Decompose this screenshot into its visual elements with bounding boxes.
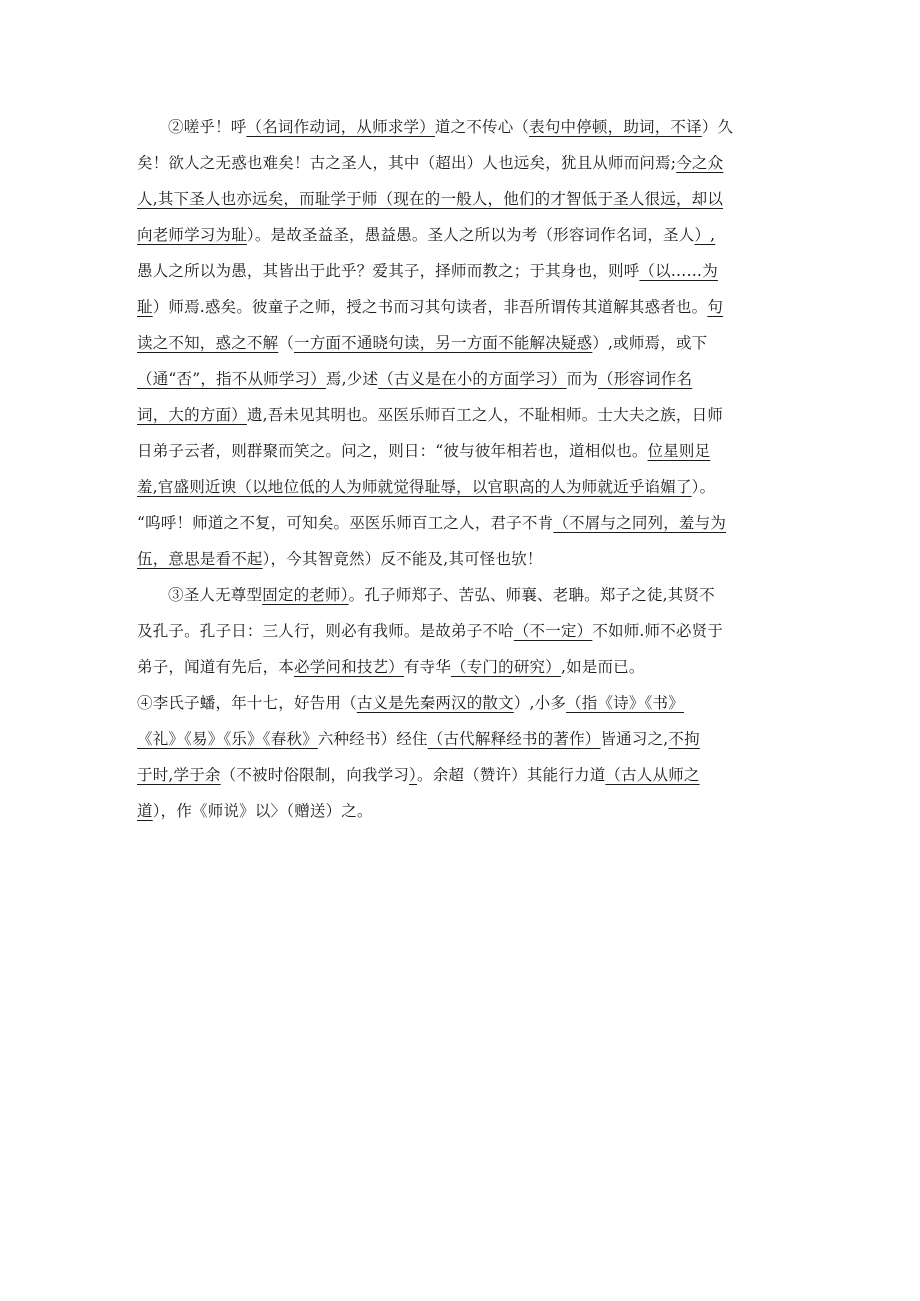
text-segment: ）师焉.惑矣。彼童子之师，授之书而习其句读者，非吾所谓传其道解其惑者也。 [152, 298, 708, 316]
text-segment: ），今其智竟然）反不能及,其可怪也欤！ [262, 550, 543, 568]
text-line [137, 224, 797, 246]
text-line [137, 152, 797, 174]
text-segment: 而为 [566, 370, 598, 388]
text-segment: ），作《师说》以〉（赠送）之。 [152, 802, 373, 820]
text-segment: 矣！欲人之无惑也难矣！古之圣人，其中（超出）人也远矣，犹且从师而问焉; [137, 154, 677, 172]
text-line [137, 764, 797, 786]
text-segment: 焉,少述 [325, 370, 379, 388]
text-line [137, 656, 797, 678]
text-line [137, 476, 797, 498]
text-segment: 及孔子。孔子日：三人行，则必有我师。是故弟子不哈 [137, 622, 514, 640]
underlined-annotation: （以地位低的人为师就觉得耻辱，以官职高的人为师就近乎谄媚了 [236, 478, 692, 496]
text-line [137, 296, 797, 318]
text-line [137, 368, 797, 390]
underlined-annotation: 固定的老师） [262, 586, 349, 604]
underlined-annotation: 读之不知，惑之不解 [137, 334, 279, 352]
underlined-annotation: 不拘 [668, 730, 700, 748]
text-segment: ④李氏子蟠，年十七，好告用（ [137, 694, 357, 712]
underlined-annotation: （名词作动词，从师求学） [246, 118, 435, 136]
text-segment: ）,或师焉，或下 [592, 334, 708, 352]
underlined-annotation: 古义是先秦两汉的散文 [356, 694, 514, 712]
underlined-annotation: （专门的研究） [451, 658, 561, 676]
text-line [137, 332, 797, 354]
text-segment: 。余超（赞许）其能行力道 [417, 766, 606, 784]
text-segment: （ [278, 334, 295, 352]
text-segment: 道之不传心（ [434, 118, 530, 136]
text-line [137, 728, 797, 750]
text-segment: （不被时俗限制，向我学习 [220, 766, 410, 784]
underlined-annotation: 句 [707, 298, 724, 316]
underlined-annotation: 羞, [137, 478, 158, 496]
text-segment: 六种经书）经住 [317, 730, 428, 748]
text-segment: 弟子，闻道有先后，本 [137, 658, 295, 676]
text-segment: ）久 [701, 118, 734, 136]
text-segment: ,如是而已。 [560, 658, 645, 676]
text-line [137, 620, 797, 642]
underlined-annotation: （通“否”，指不从师学习） [137, 370, 326, 388]
underlined-annotation: （现在的一般人，他们的才智低于圣人很远，却以 [377, 190, 724, 208]
text-segment: 不如师.师不必贤于 [592, 622, 724, 640]
text-segment: 日弟子云者，则群聚而笑之。问之，则日：“彼与彼年相若也，道相似也。 [137, 442, 648, 460]
text-line [137, 404, 797, 426]
underlined-annotation: 官盛则近谀 [157, 478, 237, 496]
text-segment: ）,小多 [513, 694, 567, 712]
underlined-annotation: （以……为 [639, 262, 718, 280]
underlined-annotation: 《礼》《易》《乐》《春秋》 [137, 730, 318, 748]
text-line [168, 116, 797, 138]
text-segment: ②嗟乎！呼 [168, 118, 247, 136]
underlined-annotation: 一方面不通晓句读，另一方面不能解决疑惑 [294, 334, 593, 352]
underlined-annotation: 表句中停顿，助词，不译 [529, 118, 702, 136]
text-segment: ③圣人无尊型 [168, 586, 263, 604]
underlined-annotation: 词，大的方面） [137, 406, 247, 424]
text-segment: “呜呼！师道之不复，可知矣。巫医乐师百工之人，君子不肯 [137, 514, 554, 532]
underlined-annotation: 道 [137, 802, 153, 820]
text-segment: 有寺华 [403, 658, 452, 676]
underlined-annotation: （形容词作名 [598, 370, 693, 388]
text-line [137, 188, 797, 210]
underlined-annotation: 伍，意思是看不起 [137, 550, 263, 568]
text-segment: ）。 [691, 478, 716, 496]
underlined-annotation: 位星则足 [647, 442, 711, 460]
text-line [137, 800, 797, 822]
text-segment: 愚人之所以为愚，其皆出于此乎？爱其子，择师而教之；于其身也，则呼 [137, 262, 640, 280]
text-segment: ）。是故圣益圣，愚益愚。圣人之所以为考（形容词作名词，圣人 [246, 226, 695, 244]
underlined-annotation: （古代解释经书的著作） [427, 730, 601, 748]
text-line [137, 440, 797, 462]
underlined-annotation: 于时,学于余 [137, 766, 221, 784]
underlined-annotation: （不屑与之同列，羞与为 [553, 514, 727, 532]
text-segment: 皆通习之, [600, 730, 669, 748]
underlined-annotation: ） [409, 766, 417, 784]
text-line [137, 512, 797, 534]
underlined-annotation: （指《诗》《书》 [566, 694, 684, 712]
underlined-annotation: （古人从师之 [605, 766, 700, 784]
text-line [137, 260, 797, 282]
text-line [137, 692, 797, 714]
underlined-annotation: 向老师学习为耻 [137, 226, 247, 244]
text-segment: 。孔子师郑子、苦弘、师襄、老聃。郑子之徒,其贤不 [348, 586, 715, 604]
text-segment: 遗,吾未见其明也。巫医乐师百工之人，不耻相师。士大夫之族，日师 [246, 406, 724, 424]
underlined-annotation: 今之众 [676, 154, 724, 172]
underlined-annotation: ）, [694, 226, 716, 244]
underlined-annotation: 人,其下圣人也亦远矣，而耻学于师 [137, 190, 378, 208]
underlined-annotation: 必学问和技艺） [294, 658, 404, 676]
text-line [137, 548, 797, 570]
underlined-annotation: 耻 [137, 298, 153, 316]
underlined-annotation: （不一定） [513, 622, 593, 640]
text-line [168, 584, 797, 606]
underlined-annotation: （古义是在小的方面学习） [378, 370, 567, 388]
